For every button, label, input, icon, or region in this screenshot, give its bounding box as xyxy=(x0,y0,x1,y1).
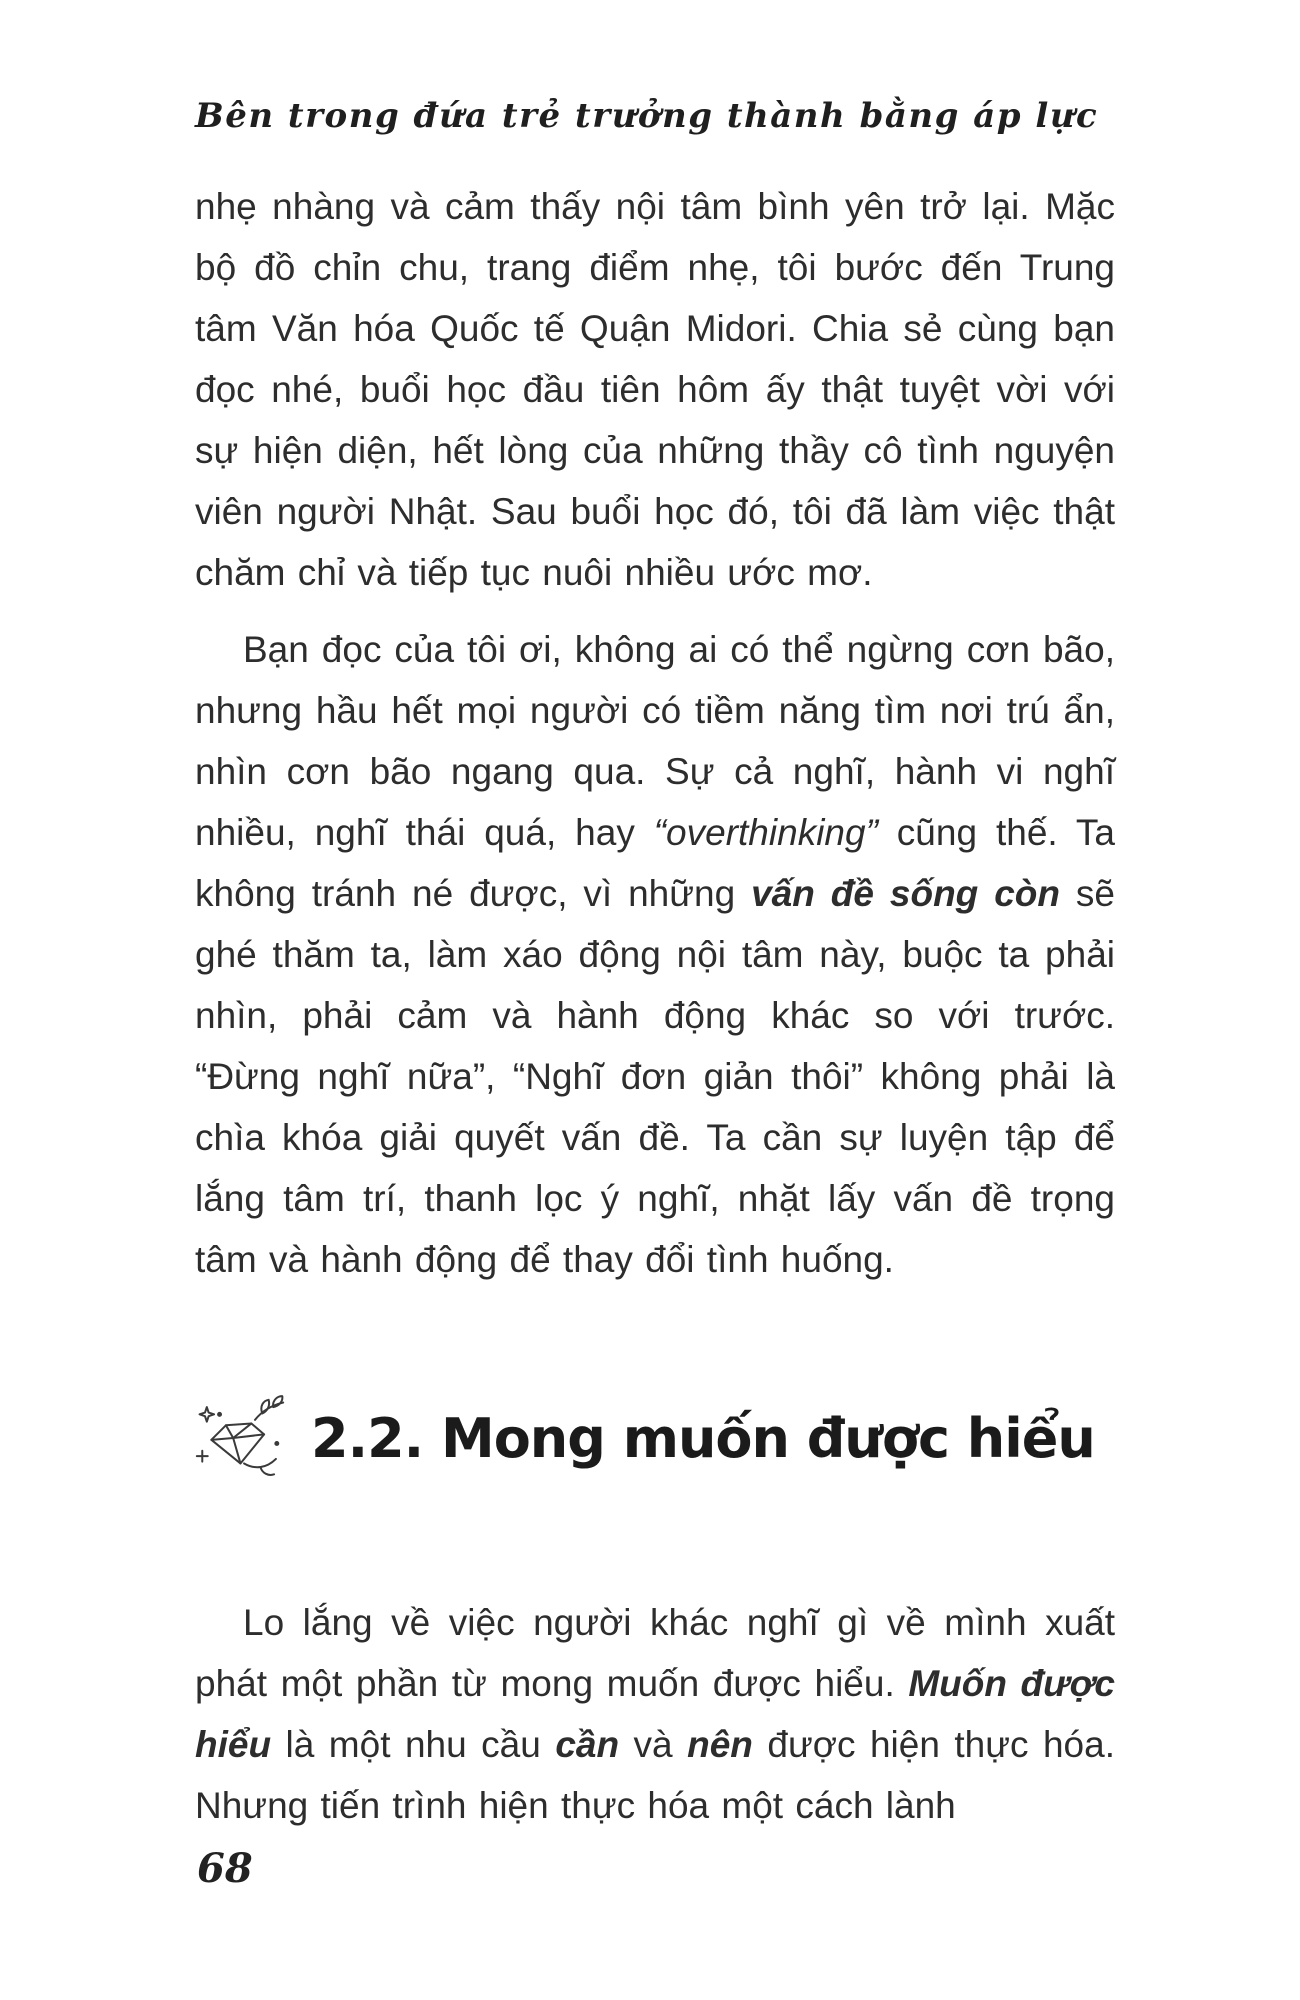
paragraph: Bạn đọc của tôi ơi, không ai có thể ngừng cơn bão, nhưng hầu hết mọi người có tiềm năng tìm nơi trú ẩn, nhìn cơn bão ngang qua. Sự cả nghĩ, hành vi nghĩ nhiều, nghĩ thái quá, hay “overthinking” cũng thế. Ta không tránh né được, vì những vấn đề sống còn sẽ ghé thăm ta, làm xáo động nội tâm này, buộc ta phải nhìn, phải cảm và hành động khác so với trước. “Đừng nghĩ nữa”, “Nghĩ đơn giản thôi” không phải là chìa khóa giải quyết vấn đề. Ta cần sự luyện tập để lắng tâm trí, thanh lọc ý nghĩ, nhặt lấy vấn đề trọng tâm và hành động để thay đổi tình huống. xyxy=(195,629,1116,1280)
page-number: 68 xyxy=(197,1845,253,1892)
body-text xyxy=(195,176,1115,1836)
section-heading xyxy=(195,1388,1115,1488)
paragraph: Lo lắng về việc người khác nghĩ gì về mình xuất phát một phần từ mong muốn được hiểu. Muốn được hiểu là một nhu cầu cần và nên được hiện thực hóa. Nhưng tiến trình hiện thực hóa một cách lành xyxy=(195,1602,1115,1826)
running-header: Bên trong đứa trẻ trưởng thành bằng áp lực xyxy=(195,96,1099,136)
section-heading-text: 2.2. Mong muốn được hiểu xyxy=(311,1406,1095,1470)
gem-sparkle-icon xyxy=(195,1388,295,1488)
paragraph: nhẹ nhàng và cảm thấy nội tâm bình yên trở lại. Mặc bộ đồ chỉn chu, trang điểm nhẹ, tôi bước đến Trung tâm Văn hóa Quốc tế Quận Midori. Chia sẻ cùng bạn đọc nhé, buổi học đầu tiên hôm ấy thật tuyệt vời với sự hiện diện, hết lòng của những thầy cô tình nguyện viên người Nhật. Sau buổi học đó, tôi đã làm việc thật chăm chỉ và tiếp tục nuôi nhiều ước mơ. xyxy=(195,186,1115,593)
